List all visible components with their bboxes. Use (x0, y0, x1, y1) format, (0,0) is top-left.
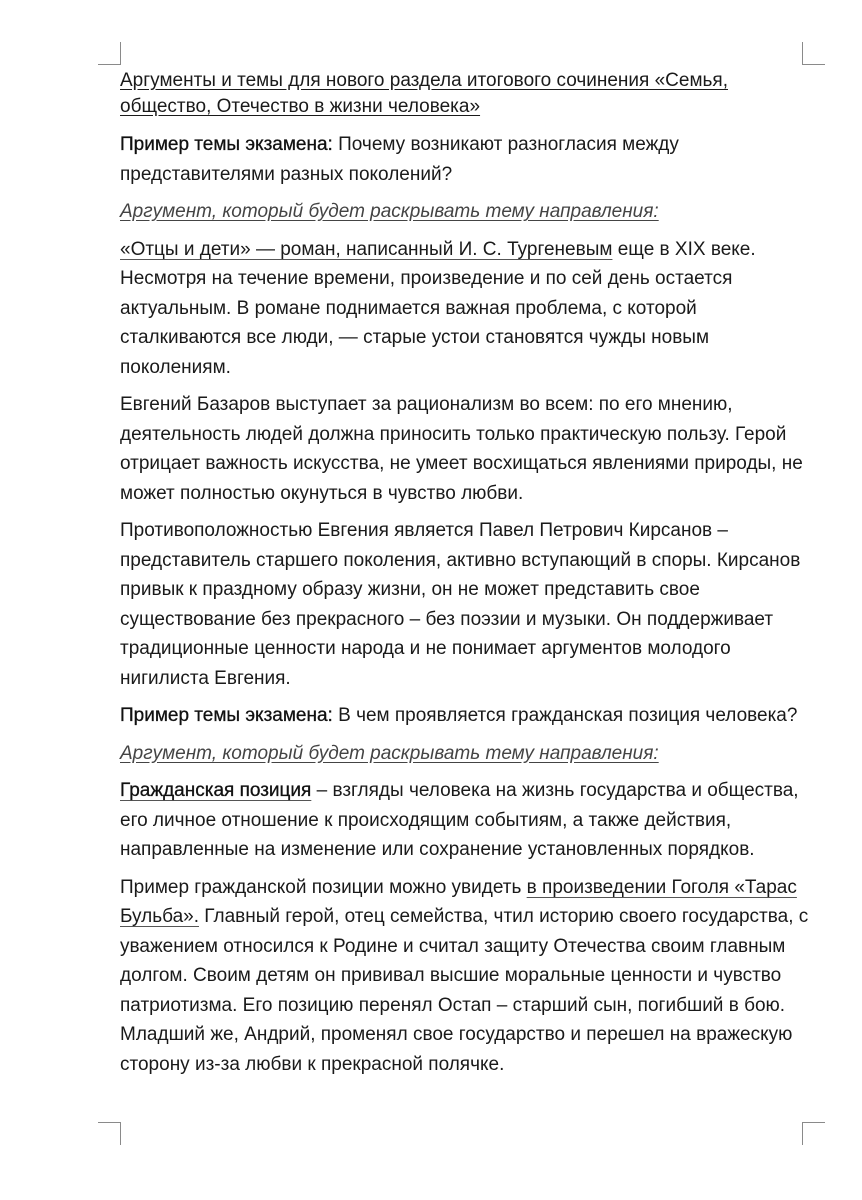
gogol-link[interactable]: в произведении Гоголя «Тарас Бульба». (120, 876, 797, 927)
paragraph-kirsanov: Противоположностью Евгения является Павел Петрович Кирсанов – представитель старшего поколения, активно вступающий в споры. Кирсанов привык к праздному образу жизни, он не может представить свое существование без прекрасного – без поэзии и музыки. Он поддерживает традиционные ценности народа и не понимает аргументов молодого нигилиста Евгения. (120, 520, 801, 689)
argument-heading-1: Аргумент, который будет раскрывать тему направления: (120, 201, 659, 222)
argument-heading-2: Аргумент, который будет раскрывать тему направления: (120, 742, 659, 764)
exam-topic-1 (120, 130, 810, 189)
paragraph-text: – взгляды человека на жизнь государства и общества, его личное отношение к происходящим событиям, а также действия, направленные на изменение или сохранение установленных порядков. (120, 780, 799, 860)
exam-topic-label: Пример темы экзамена: (120, 705, 333, 726)
crop-mark-bottom-right (802, 1122, 825, 1145)
crop-mark-top-left (98, 42, 121, 65)
paragraph-text: Главный герой, отец семейства, чтил историю своего государства, с уважением относился к Родине и считал защиту Отечества своим главным долгом. Своим детям он прививал высшие моральные ценности и чувство патриотизма. Его позицию перенял Остап – старший сын, погибший в бою. Младший же, Андрий, променял свое государство и перешел на вражескую сторону из-за любви к прекрасной полячке. (120, 906, 809, 1075)
exam-topic-text: Почему возникают разногласия между представителями разных поколений? (120, 134, 679, 185)
paragraph-bazarov: Евгений Базаров выступает за рационализм во всем: по его мнению, деятельность людей должна приносить только практическую пользу. Герой отрицает важность искусства, не умеет восхищаться явлениями природы, не может полностью окунуться в чувство любви. (120, 394, 803, 504)
paragraph-text-start: Пример гражданской позиции можно увидеть (120, 876, 527, 898)
term-civic-position: Гражданская позиция (120, 780, 312, 801)
paragraph-taras-bulba (120, 873, 810, 1080)
exam-topic-label: Пример темы экзамена: (120, 134, 333, 155)
crop-mark-bottom-left (98, 1122, 121, 1145)
exam-topic-text: В чем проявляется гражданская позиция человека? (332, 705, 798, 726)
crop-mark-top-right (802, 42, 825, 65)
paragraph-civic-position (120, 776, 810, 865)
document-body (120, 68, 810, 1087)
document-title: Аргументы и темы для нового раздела итогового сочинения «Семья, общество, Отечество в жизни человека» (120, 70, 728, 117)
paragraph-fathers-and-sons (120, 235, 810, 383)
novel-link[interactable]: «Отцы и дети» — роман, написанный И. С. Тургеневым (120, 238, 613, 260)
exam-topic-2 (120, 701, 810, 731)
paragraph-text: еще в XIX веке. Несмотря на течение времени, произведение и по сей день остается актуальным. В романе поднимается важная проблема, с которой сталкиваются все люди, — старые устои становятся чужды новым поколениям. (120, 238, 756, 378)
